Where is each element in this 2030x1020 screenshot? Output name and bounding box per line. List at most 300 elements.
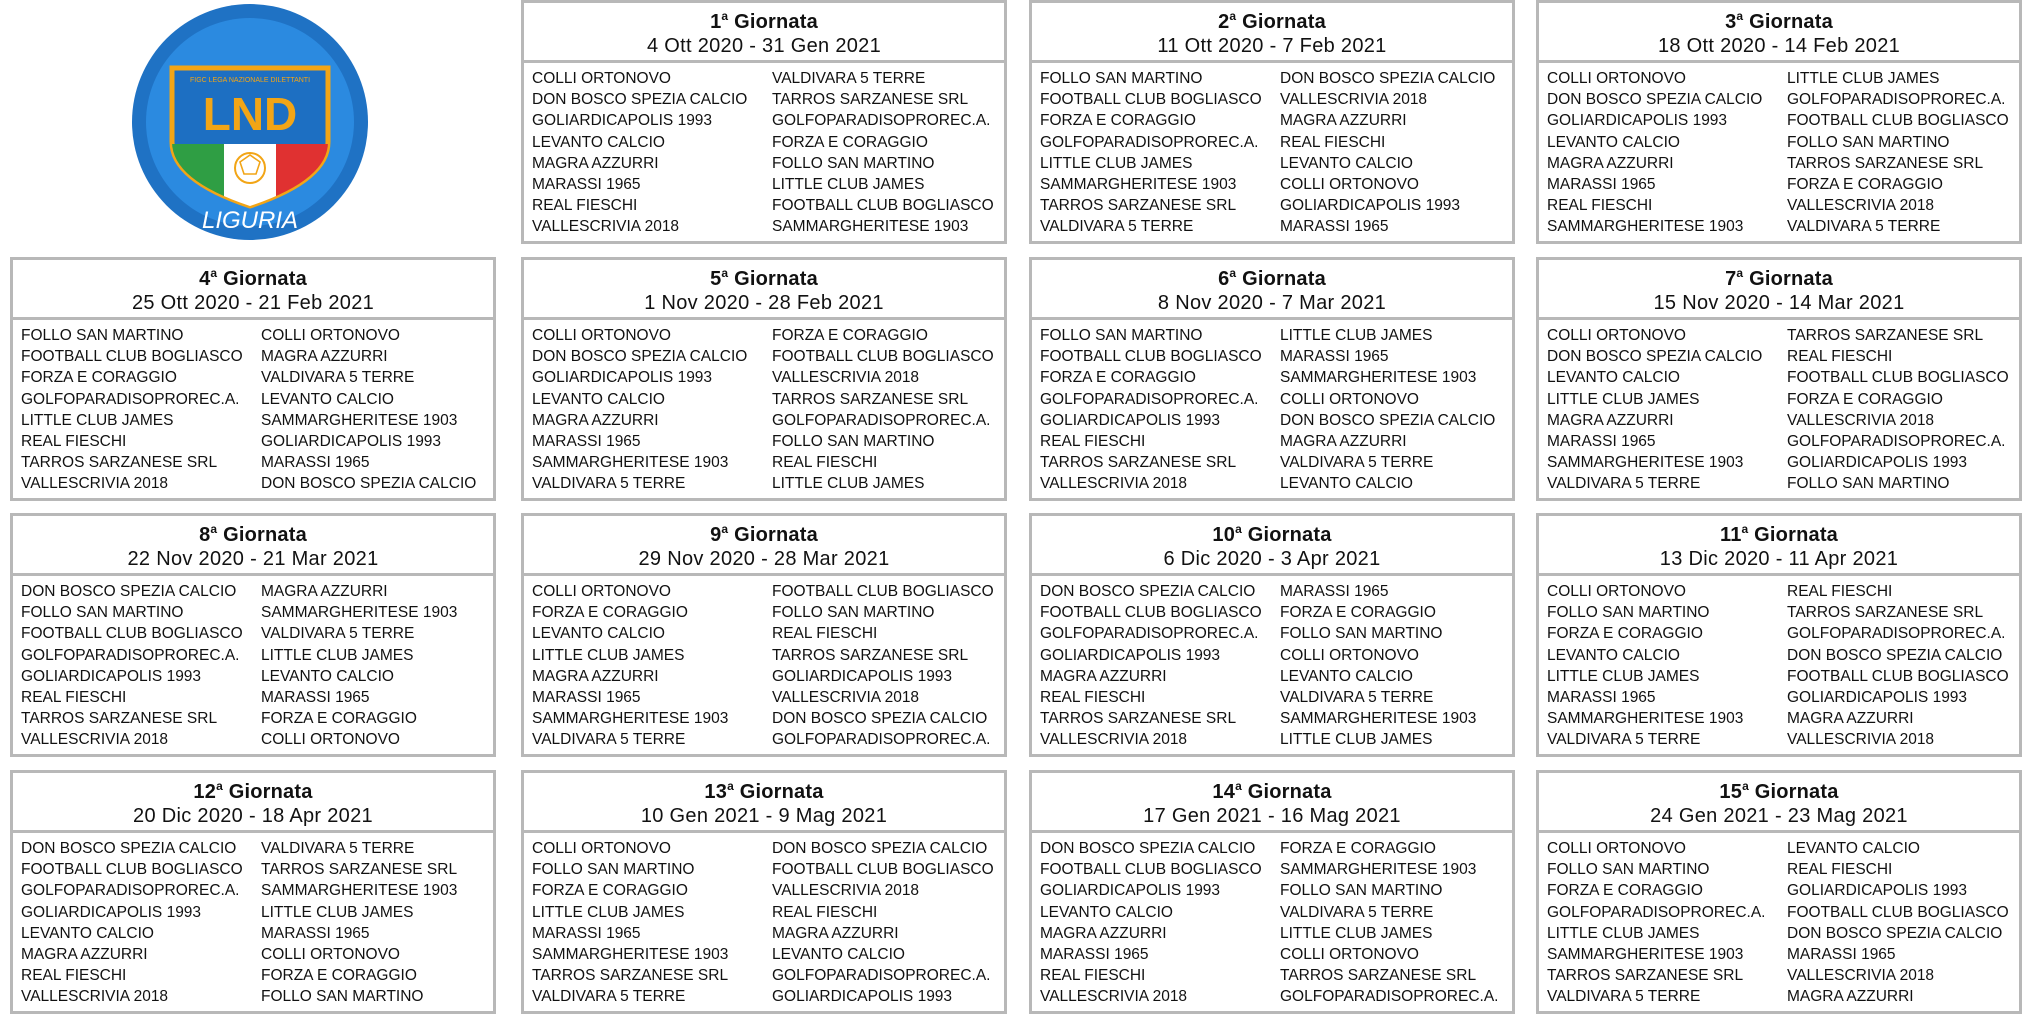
round-ordinal: a — [721, 9, 729, 23]
match-row — [532, 965, 1004, 986]
match-row — [1547, 666, 2019, 687]
away-team: GOLIARDICAPOLIS 1993 — [261, 432, 442, 450]
match-row — [532, 645, 1004, 666]
match-row — [1040, 581, 1512, 602]
home-team: LEVANTO CALCIO — [1547, 133, 1680, 151]
match-row — [1040, 89, 1512, 110]
round-ordinal: a — [1229, 9, 1237, 23]
match-row — [1040, 174, 1512, 195]
away-team: LITTLE CLUB JAMES — [261, 646, 414, 664]
match-row — [1547, 581, 2019, 602]
match-row — [532, 880, 1004, 901]
away-team: FORZA E CORAGGIO — [1280, 604, 1436, 622]
away-team: COLLI ORTONOVO — [1280, 945, 1419, 963]
away-team: FOLLO SAN MARTINO — [772, 154, 935, 172]
match-list — [1032, 576, 1512, 751]
match-row — [1040, 623, 1512, 644]
home-team: COLLI ORTONOVO — [532, 70, 671, 87]
away-team: SAMMARGHERITESE 1903 — [1280, 369, 1477, 387]
home-team: TARROS SARZANESE SRL — [1547, 967, 1744, 985]
away-team: COLLI ORTONOVO — [1280, 646, 1419, 664]
round-title — [1539, 780, 2019, 804]
round-number: 6 — [1218, 268, 1230, 290]
match-row — [1040, 431, 1512, 452]
round-title — [524, 523, 1004, 547]
match-list — [1539, 63, 2019, 238]
round-ordinal: a — [1736, 9, 1744, 23]
away-team: LITTLE CLUB JAMES — [1280, 327, 1433, 344]
home-team: COLLI ORTONOVO — [1547, 583, 1686, 600]
away-team: MARASSI 1965 — [1280, 218, 1389, 236]
round-number: 3 — [1725, 11, 1737, 33]
match-row — [21, 838, 493, 859]
away-team: LEVANTO CALCIO — [261, 667, 394, 685]
away-team: FORZA E CORAGGIO — [261, 710, 417, 728]
round-header — [1539, 773, 2019, 833]
home-team: FOLLO SAN MARTINO — [1547, 861, 1710, 879]
home-team: MARASSI 1965 — [1547, 688, 1656, 706]
away-team: VALDIVARA 5 TERRE — [1280, 903, 1434, 921]
match-row — [1040, 965, 1512, 986]
away-team: FOOTBALL CLUB BOGLIASCO — [1787, 667, 2009, 685]
home-team: FORZA E CORAGGIO — [21, 369, 177, 387]
away-team: FOOTBALL CLUB BOGLIASCO — [1787, 369, 2009, 387]
away-team: TARROS SARZANESE SRL — [772, 91, 969, 109]
home-team: GOLIARDICAPOLIS 1993 — [1040, 882, 1221, 900]
match-row — [532, 325, 1004, 346]
round-number: 10 — [1212, 524, 1236, 546]
away-team: TARROS SARZANESE SRL — [1787, 604, 1984, 622]
home-team: GOLFOPARADISOPROREC.A. — [1040, 390, 1259, 408]
round-title — [13, 780, 493, 804]
away-team: FOLLO SAN MARTINO — [261, 988, 424, 1006]
away-team: FOOTBALL CLUB BOGLIASCO — [772, 348, 994, 366]
away-team: MAGRA AZZURRI — [261, 348, 388, 366]
home-team: GOLIARDICAPOLIS 1993 — [21, 667, 202, 685]
home-team: MAGRA AZZURRI — [21, 945, 148, 963]
match-row — [21, 923, 493, 944]
away-team: REAL FIESCHI — [1787, 583, 1893, 600]
round-label: Giornata — [734, 268, 818, 290]
match-row — [532, 68, 1004, 89]
round-dates: 10 Gen 2021 - 9 Mag 2021 — [640, 805, 888, 827]
away-team: COLLI ORTONOVO — [261, 945, 400, 963]
match-row — [532, 944, 1004, 965]
home-team: DON BOSCO SPEZIA CALCIO — [1547, 348, 1763, 366]
match-row — [1547, 923, 2019, 944]
away-team: FORZA E CORAGGIO — [261, 967, 417, 985]
round-title — [524, 780, 1004, 804]
away-team: DON BOSCO SPEZIA CALCIO — [772, 840, 988, 857]
home-team: TARROS SARZANESE SRL — [532, 967, 729, 985]
home-team: MAGRA AZZURRI — [1040, 924, 1167, 942]
match-row — [532, 666, 1004, 687]
match-row — [532, 473, 1004, 494]
away-team: GOLFOPARADISOPROREC.A. — [772, 967, 991, 985]
round-dates: 13 Dic 2020 - 11 Apr 2021 — [1659, 548, 1899, 570]
away-team: TARROS SARZANESE SRL — [1280, 967, 1477, 985]
round-header — [1032, 516, 1512, 576]
away-team: FOOTBALL CLUB BOGLIASCO — [772, 861, 994, 879]
match-list — [524, 63, 1004, 238]
match-row — [1040, 666, 1512, 687]
round-box-8 — [10, 513, 496, 757]
match-row — [532, 410, 1004, 431]
away-team: MAGRA AZZURRI — [1787, 710, 1914, 728]
away-team: FOLLO SAN MARTINO — [1280, 882, 1443, 900]
away-team: GOLFOPARADISOPROREC.A. — [772, 411, 991, 429]
home-team: LEVANTO CALCIO — [21, 924, 154, 942]
round-title — [1032, 523, 1512, 547]
home-team: FOLLO SAN MARTINO — [532, 861, 695, 879]
home-team: MARASSI 1965 — [1547, 432, 1656, 450]
round-title — [13, 267, 493, 291]
away-team: TARROS SARZANESE SRL — [1787, 327, 1984, 344]
match-row — [532, 367, 1004, 388]
match-row — [1547, 174, 2019, 195]
match-list — [1032, 833, 1512, 1008]
away-team: FOOTBALL CLUB BOGLIASCO — [1787, 112, 2009, 130]
away-team: LEVANTO CALCIO — [772, 945, 905, 963]
home-team: TARROS SARZANESE SRL — [21, 454, 218, 472]
match-row — [1547, 153, 2019, 174]
away-team: FORZA E CORAGGIO — [1787, 175, 1943, 193]
match-row — [21, 986, 493, 1007]
home-team: TARROS SARZANESE SRL — [1040, 710, 1237, 728]
match-row — [21, 687, 493, 708]
round-dates: 17 Gen 2021 - 16 Mag 2021 — [1143, 805, 1401, 827]
away-team: TARROS SARZANESE SRL — [261, 861, 458, 879]
home-team: VALDIVARA 5 TERRE — [1040, 218, 1194, 236]
round-number: 7 — [1725, 268, 1737, 290]
round-label: Giornata — [228, 781, 313, 803]
round-box-14 — [1029, 770, 1515, 1014]
round-box-3 — [1536, 0, 2022, 244]
away-team: LEVANTO CALCIO — [261, 390, 394, 408]
match-row — [1547, 389, 2019, 410]
match-row — [1040, 346, 1512, 367]
home-team: GOLFOPARADISOPROREC.A. — [21, 646, 240, 664]
home-team: VALDIVARA 5 TERRE — [1547, 731, 1701, 749]
home-team: REAL FIESCHI — [1040, 432, 1146, 450]
match-row — [1547, 986, 2019, 1007]
round-box-9 — [521, 513, 1007, 757]
home-team: REAL FIESCHI — [1547, 197, 1653, 215]
home-team: DON BOSCO SPEZIA CALCIO — [21, 583, 237, 600]
match-row — [1040, 68, 1512, 89]
round-header — [524, 516, 1004, 576]
match-list — [13, 576, 493, 751]
match-row — [532, 923, 1004, 944]
away-team: FORZA E CORAGGIO — [772, 133, 928, 151]
round-header — [13, 773, 493, 833]
home-team: GOLIARDICAPOLIS 1993 — [1040, 646, 1221, 664]
match-row — [21, 729, 493, 750]
round-number: 12 — [193, 781, 217, 803]
away-team: MARASSI 1965 — [261, 924, 370, 942]
home-team: MARASSI 1965 — [1040, 945, 1149, 963]
round-title — [524, 10, 1004, 34]
home-team: DON BOSCO SPEZIA CALCIO — [1040, 583, 1256, 600]
home-team: TARROS SARZANESE SRL — [21, 710, 218, 728]
round-dates: 25 Ott 2020 - 21 Feb 2021 — [131, 292, 375, 314]
away-team: VALDIVARA 5 TERRE — [1280, 454, 1434, 472]
round-ordinal: a — [727, 779, 734, 793]
away-team: VALLESCRIVIA 2018 — [1787, 967, 1935, 985]
away-team: FOLLO SAN MARTINO — [1280, 625, 1443, 643]
home-team: DON BOSCO SPEZIA CALCIO — [21, 840, 237, 857]
match-row — [1040, 708, 1512, 729]
home-team: FORZA E CORAGGIO — [532, 604, 688, 622]
match-row — [1547, 687, 2019, 708]
match-row — [1040, 838, 1512, 859]
round-dates: 4 Ott 2020 - 31 Gen 2021 — [646, 35, 882, 57]
away-team: VALLESCRIVIA 2018 — [772, 369, 920, 387]
match-row — [532, 623, 1004, 644]
away-team: REAL FIESCHI — [1787, 348, 1893, 366]
match-row — [1547, 729, 2019, 750]
away-team: LITTLE CLUB JAMES — [1280, 924, 1433, 942]
match-row — [1547, 132, 2019, 153]
match-row — [21, 944, 493, 965]
match-row — [1040, 859, 1512, 880]
away-team: FOLLO SAN MARTINO — [1787, 133, 1950, 151]
round-dates: 18 Ott 2020 - 14 Feb 2021 — [1657, 35, 1901, 57]
match-row — [1547, 346, 2019, 367]
round-header — [1032, 3, 1512, 63]
away-team: REAL FIESCHI — [772, 454, 878, 472]
home-team: LITTLE CLUB JAMES — [1547, 924, 1700, 942]
home-team: FOLLO SAN MARTINO — [1040, 327, 1203, 344]
away-team: COLLI ORTONOVO — [261, 731, 400, 749]
round-label: Giornata — [1242, 268, 1326, 290]
match-row — [21, 431, 493, 452]
match-row — [1040, 110, 1512, 131]
round-box-11 — [1536, 513, 2022, 757]
round-ordinal: a — [1736, 266, 1744, 280]
round-label: Giornata — [223, 524, 307, 546]
away-team: GOLFOPARADISOPROREC.A. — [772, 112, 991, 130]
match-row — [1040, 729, 1512, 750]
home-team: LITTLE CLUB JAMES — [532, 903, 685, 921]
away-team: TARROS SARZANESE SRL — [772, 390, 969, 408]
match-row — [1040, 645, 1512, 666]
round-title — [1032, 267, 1512, 291]
away-team: GOLIARDICAPOLIS 1993 — [1280, 197, 1461, 215]
match-row — [21, 859, 493, 880]
match-row — [532, 174, 1004, 195]
away-team: VALLESCRIVIA 2018 — [1787, 197, 1935, 215]
round-label: Giornata — [1754, 781, 1839, 803]
round-header — [1539, 260, 2019, 320]
svg-text:FIGC LEGA NAZIONALE DILETTANTI: FIGC LEGA NAZIONALE DILETTANTI — [189, 77, 311, 84]
round-ordinal: a — [210, 266, 218, 280]
round-label: Giornata — [1754, 524, 1839, 546]
match-row — [532, 602, 1004, 623]
away-team: REAL FIESCHI — [1787, 861, 1893, 879]
round-ordinal: a — [1235, 779, 1242, 793]
away-team: SAMMARGHERITESE 1903 — [1280, 861, 1477, 879]
home-team: VALDIVARA 5 TERRE — [532, 475, 686, 493]
match-row — [1547, 68, 2019, 89]
away-team: GOLFOPARADISOPROREC.A. — [772, 731, 991, 749]
away-team: GOLFOPARADISOPROREC.A. — [1280, 988, 1499, 1006]
match-row — [1547, 859, 2019, 880]
match-row — [532, 132, 1004, 153]
home-team: COLLI ORTONOVO — [1547, 70, 1686, 87]
away-team: FOOTBALL CLUB BOGLIASCO — [1787, 903, 2009, 921]
away-team: SAMMARGHERITESE 1903 — [261, 882, 458, 900]
match-row — [1547, 902, 2019, 923]
round-dates: 15 Nov 2020 - 14 Mar 2021 — [1653, 292, 1905, 314]
match-row — [21, 410, 493, 431]
home-team: GOLFOPARADISOPROREC.A. — [21, 882, 240, 900]
round-header — [13, 260, 493, 320]
away-team: LEVANTO CALCIO — [1280, 475, 1413, 493]
round-header — [524, 3, 1004, 63]
home-team: FORZA E CORAGGIO — [1547, 625, 1703, 643]
away-team: FOLLO SAN MARTINO — [772, 432, 935, 450]
home-team: VALDIVARA 5 TERRE — [1547, 475, 1701, 493]
home-team: LITTLE CLUB JAMES — [1547, 667, 1700, 685]
round-box-15 — [1536, 770, 2022, 1014]
away-team: FORZA E CORAGGIO — [772, 327, 928, 344]
match-row — [1547, 473, 2019, 494]
match-row — [21, 902, 493, 923]
round-header — [1539, 516, 2019, 576]
round-header — [13, 516, 493, 576]
home-team: SAMMARGHERITESE 1903 — [1040, 175, 1237, 193]
match-list — [13, 833, 493, 1008]
away-team: MAGRA AZZURRI — [261, 583, 388, 600]
home-team: MAGRA AZZURRI — [1547, 154, 1674, 172]
away-team: MARASSI 1965 — [1280, 348, 1389, 366]
round-header — [1539, 3, 2019, 63]
away-team: FOOTBALL CLUB BOGLIASCO — [772, 583, 994, 600]
match-list — [1032, 63, 1512, 238]
match-row — [1040, 452, 1512, 473]
away-team: COLLI ORTONOVO — [1280, 175, 1419, 193]
match-row — [1040, 367, 1512, 388]
home-team: SAMMARGHERITESE 1903 — [532, 454, 729, 472]
home-team: GOLFOPARADISOPROREC.A. — [21, 390, 240, 408]
home-team: REAL FIESCHI — [21, 432, 127, 450]
away-team: FORZA E CORAGGIO — [1787, 390, 1943, 408]
round-dates: 20 Dic 2020 - 18 Apr 2021 — [133, 805, 373, 827]
round-dates: 29 Nov 2020 - 28 Mar 2021 — [638, 548, 890, 570]
round-number: 5 — [710, 268, 722, 290]
home-team: SAMMARGHERITESE 1903 — [1547, 710, 1744, 728]
match-row — [1547, 431, 2019, 452]
away-team: FOLLO SAN MARTINO — [1787, 475, 1950, 493]
home-team: FOOTBALL CLUB BOGLIASCO — [1040, 861, 1262, 879]
home-team: LEVANTO CALCIO — [1547, 369, 1680, 387]
home-team: FOOTBALL CLUB BOGLIASCO — [1040, 91, 1262, 109]
round-ordinal: a — [1742, 779, 1749, 793]
match-row — [1040, 216, 1512, 237]
round-number: 15 — [1719, 781, 1743, 803]
away-team: REAL FIESCHI — [772, 903, 878, 921]
home-team: REAL FIESCHI — [532, 197, 638, 215]
home-team: SAMMARGHERITESE 1903 — [1547, 454, 1744, 472]
away-team: VALDIVARA 5 TERRE — [261, 369, 415, 387]
match-row — [1547, 89, 2019, 110]
home-team: MARASSI 1965 — [532, 432, 641, 450]
home-team: VALLESCRIVIA 2018 — [532, 218, 680, 236]
home-team: GOLFOPARADISOPROREC.A. — [1040, 133, 1259, 151]
home-team: FOLLO SAN MARTINO — [1547, 604, 1710, 622]
match-list — [1539, 833, 2019, 1008]
round-label: Giornata — [1749, 11, 1833, 33]
home-team: FORZA E CORAGGIO — [1040, 112, 1196, 130]
home-team: SAMMARGHERITESE 1903 — [532, 710, 729, 728]
away-team: FOOTBALL CLUB BOGLIASCO — [772, 197, 994, 215]
round-box-12 — [10, 770, 496, 1014]
round-ordinal: a — [721, 522, 729, 536]
round-title — [1539, 267, 2019, 291]
match-row — [532, 581, 1004, 602]
home-team: MAGRA AZZURRI — [532, 667, 659, 685]
away-team: REAL FIESCHI — [772, 625, 878, 643]
round-box-2 — [1029, 0, 1515, 244]
match-list — [524, 320, 1004, 495]
match-row — [21, 389, 493, 410]
away-team: VALDIVARA 5 TERRE — [1787, 218, 1941, 236]
home-team: DON BOSCO SPEZIA CALCIO — [532, 348, 748, 366]
match-row — [532, 89, 1004, 110]
home-team: FOLLO SAN MARTINO — [1040, 70, 1203, 87]
home-team: MAGRA AZZURRI — [1547, 411, 1674, 429]
round-box-1 — [521, 0, 1007, 244]
away-team: GOLFOPARADISOPROREC.A. — [1787, 432, 2006, 450]
away-team: LITTLE CLUB JAMES — [261, 903, 414, 921]
away-team: MAGRA AZZURRI — [1280, 112, 1407, 130]
away-team: MAGRA AZZURRI — [1280, 432, 1407, 450]
home-team: LITTLE CLUB JAMES — [1040, 154, 1193, 172]
match-row — [1547, 944, 2019, 965]
away-team: SAMMARGHERITESE 1903 — [772, 218, 969, 236]
home-team: MARASSI 1965 — [1547, 175, 1656, 193]
match-row — [532, 986, 1004, 1007]
away-team: VALLESCRIVIA 2018 — [772, 882, 920, 900]
round-title — [524, 267, 1004, 291]
match-row — [21, 452, 493, 473]
match-row — [1547, 880, 2019, 901]
match-row — [532, 153, 1004, 174]
away-team: GOLIARDICAPOLIS 1993 — [1787, 688, 1968, 706]
away-team: DON BOSCO SPEZIA CALCIO — [261, 475, 477, 493]
away-team: GOLIARDICAPOLIS 1993 — [1787, 454, 1968, 472]
away-team: FORZA E CORAGGIO — [1280, 840, 1436, 857]
match-row — [1547, 325, 2019, 346]
round-title — [1032, 780, 1512, 804]
home-team: TARROS SARZANESE SRL — [1040, 454, 1237, 472]
match-row — [1547, 410, 2019, 431]
home-team: GOLIARDICAPOLIS 1993 — [21, 903, 202, 921]
away-team: MARASSI 1965 — [261, 688, 370, 706]
round-label: Giornata — [734, 524, 818, 546]
match-row — [21, 708, 493, 729]
round-label: Giornata — [1247, 781, 1332, 803]
round-box-10 — [1029, 513, 1515, 757]
home-team: LEVANTO CALCIO — [532, 390, 665, 408]
away-team: GOLIARDICAPOLIS 1993 — [1787, 882, 1968, 900]
svg-text:LND: LND — [202, 88, 298, 140]
home-team: LITTLE CLUB JAMES — [1547, 390, 1700, 408]
away-team: LEVANTO CALCIO — [1280, 667, 1413, 685]
match-row — [1040, 325, 1512, 346]
match-row — [1040, 132, 1512, 153]
